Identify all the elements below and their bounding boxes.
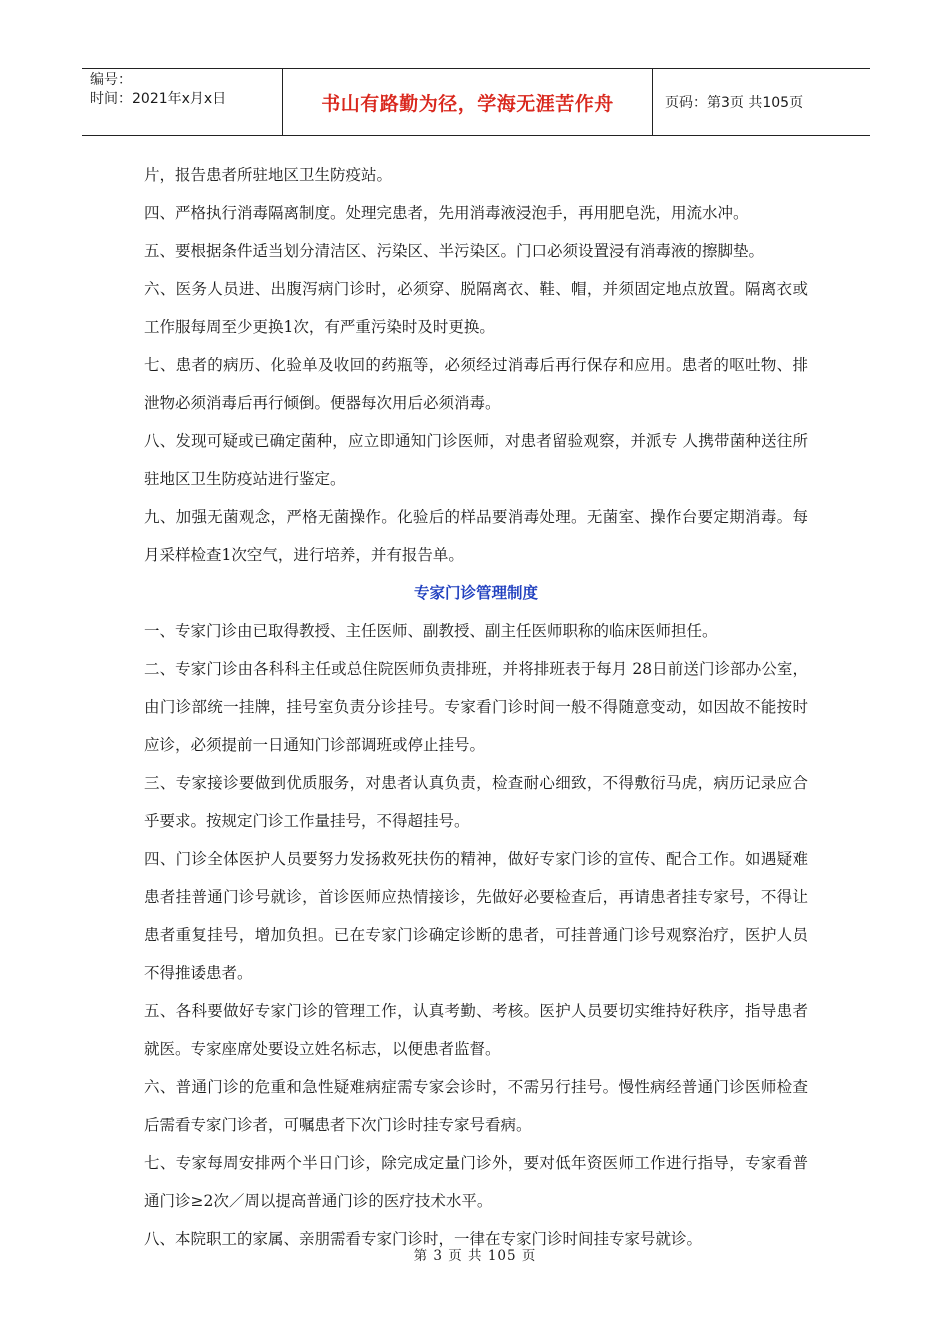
- document-body: [144, 156, 808, 1258]
- paragraph: 五、要根据条件适当划分清洁区、污染区、半污染区。门口必须设置浸有消毒液的擦脚垫。: [144, 242, 765, 260]
- paragraph: 九、加强无菌观念，严格无菌操作。化验后的样品要消毒处理。无菌室、操作台要定期消毒。每月采样检查1次空气，进行培养，并有报告单。: [144, 508, 808, 564]
- section-title: 专家门诊管理制度: [413, 584, 538, 602]
- header-motto: 书山有路勤为径，学海无涯苦作舟: [283, 69, 653, 135]
- paragraph: 七、患者的病历、化验单及收回的药瓶等，必须经过消毒后再行保存和应用。患者的呕吐物、排泄物必须消毒后再行倾倒。便器每次用后必须消毒。: [144, 356, 808, 412]
- page-header: [82, 68, 870, 136]
- header-page-info: 页码：第3页 共105页: [665, 95, 804, 111]
- paragraph: 四、严格执行消毒隔离制度。处理完患者，先用消毒液浸泡手，再用肥皂洗，用流水冲。: [144, 204, 749, 222]
- header-meta: [82, 69, 283, 135]
- paragraph: 五、各科要做好专家门诊的管理工作，认真考勤、考核。医护人员要切实维持好秩序，指导患者就医。专家座席处要设立姓名标志，以便患者监督。: [144, 1002, 808, 1058]
- paragraph: 八、发现可疑或已确定菌种，应立即通知门诊医师，对患者留验观察，并派专 人携带菌种送往所驻地区卫生防疫站进行鉴定。: [144, 432, 808, 488]
- document-date: 时间：2021年x月x日: [90, 91, 227, 107]
- paragraph: 一、专家门诊由已取得教授、主任医师、副教授、副主任医师职称的临床医师担任。: [144, 622, 718, 640]
- paragraph: 三、专家接诊要做到优质服务，对患者认真负责，检查耐心细致，不得敷衍马虎，病历记录应合乎要求。按规定门诊工作量挂号，不得超挂号。: [144, 774, 808, 830]
- paragraph: 四、门诊全体医护人员要努力发扬救死扶伤的精神，做好专家门诊的宣传、配合工作。如遇疑难患者挂普通门诊号就诊，首诊医师应热情接诊，先做好必要检查后，再请患者挂专家号，不得让患者重复挂号，增加负担。已在专家门诊确定诊断的患者，可挂普通门诊号观察治疗，医护人员不得推诿患者。: [144, 850, 808, 982]
- paragraph: 六、医务人员进、出腹泻病门诊时，必须穿、脱隔离衣、鞋、帽，并须固定地点放置。隔离衣或工作服每周至少更换1次，有严重污染时及时更换。: [144, 280, 808, 336]
- paragraph: 六、普通门诊的危重和急性疑难病症需专家会诊时，不需另行挂号。慢性病经普通门诊医师检查后需看专家门诊者，可嘱患者下次门诊时挂专家号看病。: [144, 1078, 808, 1134]
- page-footer: 第 3 页 共 105 页: [413, 1248, 537, 1264]
- paragraph: 二、专家门诊由各科科主任或总住院医师负责排班，并将排班表于每月 28日前送门诊部办公室，由门诊部统一挂牌，挂号室负责分诊挂号。专家看门诊时间一般不得随意变动，如因故不能按时应诊，必须提前一日通知门诊部调班或停止挂号。: [144, 660, 808, 754]
- paragraph: 八、本院职工的家属、亲朋需看专家门诊时，一律在专家门诊时间挂专家号就诊。: [144, 1230, 703, 1248]
- paragraph: 七、专家每周安排两个半日门诊，除完成定量门诊外，要对低年资医师工作进行指导，专家看普通门诊≥2次／周以提高普通门诊的医疗技术水平。: [144, 1154, 808, 1210]
- paragraph: 片，报告患者所驻地区卫生防疫站。: [144, 166, 393, 184]
- document-number: 编号：: [90, 72, 132, 88]
